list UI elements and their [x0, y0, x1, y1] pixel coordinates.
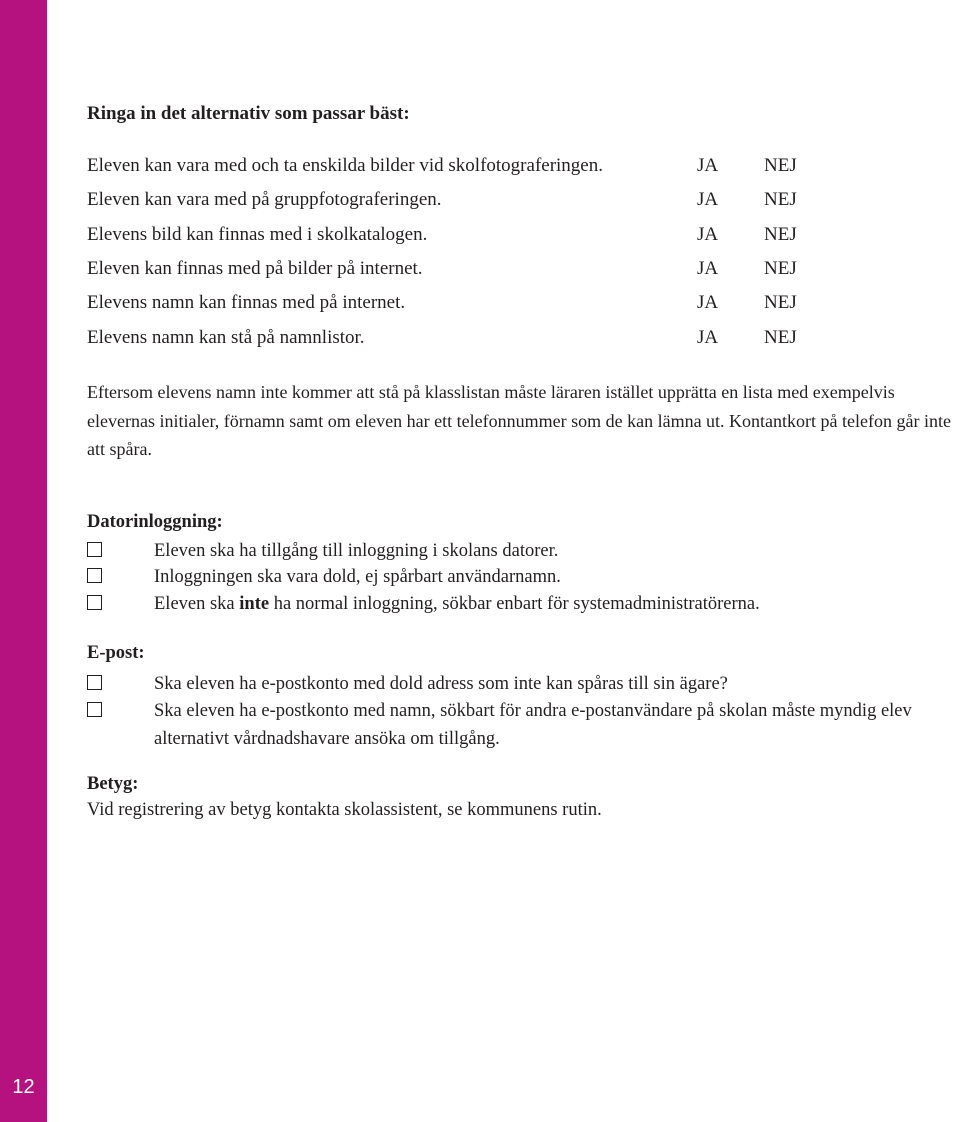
answer-yes[interactable]: JA [697, 327, 719, 348]
label-part: ha normal inloggning, sökbar enbart för systemadministratörerna. [269, 594, 760, 614]
email-option-label: Ska eleven ha e-postkonto med dold adress som inte kan spåras till sin ägare? [154, 674, 728, 694]
answer-no[interactable]: NEJ [764, 258, 797, 279]
login-option-label [154, 590, 760, 618]
answer-no[interactable]: NEJ [764, 224, 797, 245]
page-number: 12 [12, 1076, 35, 1098]
answer-no[interactable]: NEJ [764, 292, 797, 313]
sidebar-accent-bar [0, 0, 47, 1122]
answer-yes[interactable]: JA [697, 292, 719, 313]
email-option-label: Ska eleven ha e-postkonto med namn, sökbart för andra e-postanvändare på skolan måste myndig elev alternativt vårdnadshavare ansöka om tillgång. [154, 701, 912, 749]
login-section-title: Datorinloggning: [87, 512, 223, 532]
grades-section-title: Betyg: [87, 774, 139, 794]
checkbox[interactable] [87, 568, 102, 583]
answer-yes[interactable]: JA [697, 189, 719, 210]
question-text: Elevens bild kan finnas med i skolkatalogen. [87, 224, 428, 245]
checkbox[interactable] [87, 595, 102, 610]
answer-no[interactable]: NEJ [764, 189, 797, 210]
questions-heading: Ringa in det alternativ som passar bäst: [87, 103, 410, 124]
answer-yes[interactable]: JA [697, 224, 719, 245]
checkbox[interactable] [87, 702, 102, 717]
question-text: Elevens namn kan stå på namnlistor. [87, 327, 365, 348]
email-section-title: E-post: [87, 643, 145, 663]
login-option-label: Eleven ska ha tillgång till inloggning i skolans datorer. [154, 541, 559, 561]
grades-text: Vid registrering av betyg kontakta skolassistent, se kommunens rutin. [87, 800, 602, 820]
answer-no[interactable]: NEJ [764, 327, 797, 348]
question-text: Eleven kan vara med på gruppfotograferingen. [87, 189, 442, 210]
login-option-label: Inloggningen ska vara dold, ej spårbart användarnamn. [154, 567, 561, 587]
checkbox[interactable] [87, 542, 102, 557]
question-text: Eleven kan finnas med på bilder på internet. [87, 258, 423, 279]
answer-no[interactable]: NEJ [764, 155, 797, 176]
label-part: Eleven ska [154, 594, 240, 614]
question-text: Eleven kan vara med och ta enskilda bilder vid skolfotograferingen. [87, 155, 603, 176]
answer-yes[interactable]: JA [697, 155, 719, 176]
emphasis-word: inte [239, 594, 270, 614]
answer-yes[interactable]: JA [697, 258, 719, 279]
info-paragraph: Eftersom elevens namn inte kommer att stå på klasslistan måste läraren istället upprätta en lista med exempelvis elevernas initialer, förnamn samt om eleven har ett telefonnummer som de kan lämna ut. Kontantkort på telefon går inte att spåra. [87, 382, 951, 459]
checkbox[interactable] [87, 675, 102, 690]
question-text: Elevens namn kan finnas med på internet. [87, 292, 406, 313]
